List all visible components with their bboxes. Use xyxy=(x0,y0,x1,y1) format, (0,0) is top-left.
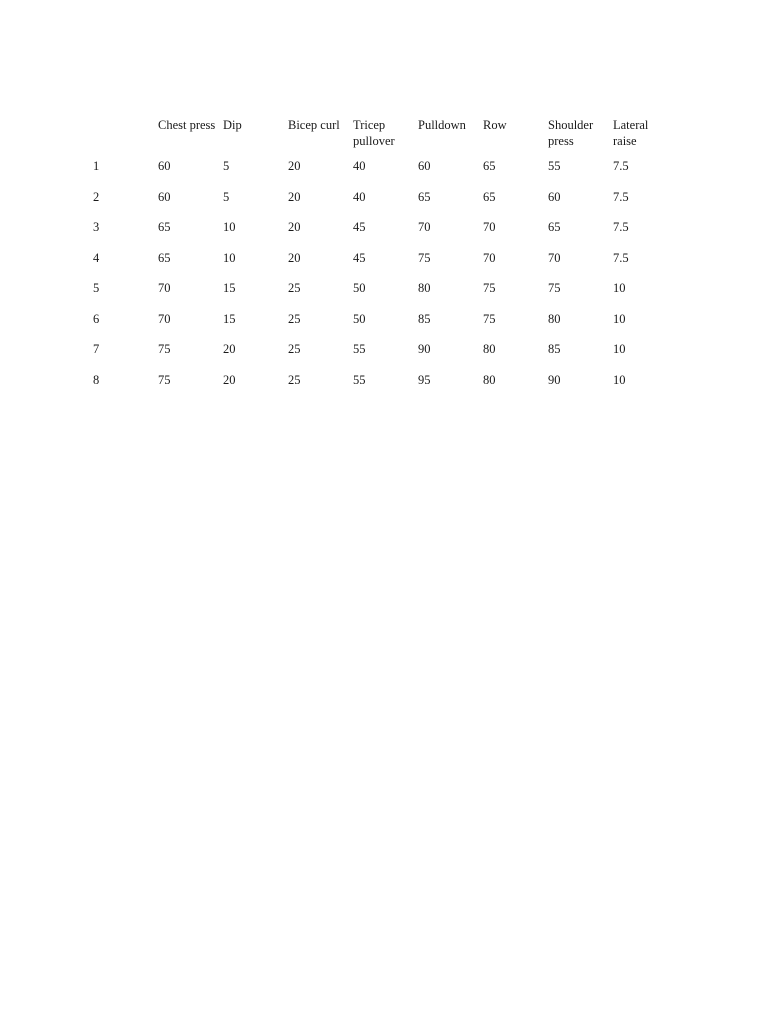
table-row xyxy=(93,220,678,251)
table-cell: 6 xyxy=(93,311,100,326)
table-cell: 7.5 xyxy=(613,159,629,173)
table-cell: 2 xyxy=(93,189,100,204)
table-cell: 55 xyxy=(353,342,366,356)
table-cell: 65 xyxy=(158,220,171,234)
table-cell: 10 xyxy=(613,281,626,295)
header-dip: Dip xyxy=(223,118,242,132)
table-cell: 15 xyxy=(223,311,236,326)
table-cell: 90 xyxy=(418,342,431,356)
table-cell: 10 xyxy=(223,250,236,265)
table-cell: 45 xyxy=(353,220,366,234)
table-cell: 10 xyxy=(613,311,626,326)
table-cell: 4 xyxy=(93,250,100,265)
table-cell: 20 xyxy=(288,189,301,204)
table-cell: 60 xyxy=(418,159,431,173)
table-cell: 75 xyxy=(483,281,496,295)
table-cell: 75 xyxy=(158,372,171,387)
header-shoulder-press: Shoulder press xyxy=(548,118,594,148)
table-cell: 60 xyxy=(158,159,171,173)
table-cell: 75 xyxy=(548,281,561,295)
table-cell: 7.5 xyxy=(613,189,629,204)
table-row xyxy=(93,342,678,373)
table-cell: 5 xyxy=(93,281,100,295)
table-cell: 5 xyxy=(223,189,230,204)
table-cell: 20 xyxy=(288,159,301,173)
table-cell: 40 xyxy=(353,159,366,173)
table-cell: 5 xyxy=(223,159,230,173)
table-cell: 75 xyxy=(418,250,431,265)
table-cell: 80 xyxy=(483,372,496,387)
table-cell: 60 xyxy=(158,189,171,204)
table-cell: 25 xyxy=(288,342,301,356)
table-row xyxy=(93,251,678,282)
table-cell: 20 xyxy=(288,220,301,234)
table-cell: 10 xyxy=(613,342,626,356)
table-cell: 25 xyxy=(288,372,301,387)
table-cell: 65 xyxy=(548,220,561,234)
table-cell: 55 xyxy=(353,372,366,387)
header-row: Row xyxy=(483,118,507,132)
table-header-row xyxy=(93,118,678,159)
table-row xyxy=(93,190,678,221)
table-cell: 7 xyxy=(93,342,100,356)
table-cell: 75 xyxy=(158,342,171,356)
table-cell: 70 xyxy=(158,281,171,295)
table-cell: 65 xyxy=(483,159,496,173)
table-cell: 20 xyxy=(223,372,236,387)
table-cell: 20 xyxy=(223,342,236,356)
table-cell: 40 xyxy=(353,189,366,204)
table-row xyxy=(93,159,678,190)
table-cell: 10 xyxy=(223,220,236,234)
table-cell: 90 xyxy=(548,372,561,387)
table-cell: 7.5 xyxy=(613,220,629,234)
table-cell: 95 xyxy=(418,372,431,387)
table-cell: 80 xyxy=(548,311,561,326)
table-cell: 80 xyxy=(418,281,431,295)
table-cell: 8 xyxy=(93,372,100,387)
table-cell: 80 xyxy=(483,342,496,356)
table-cell: 15 xyxy=(223,281,236,295)
header-bicep-curl: Bicep curl xyxy=(288,118,340,132)
table-cell: 70 xyxy=(158,311,171,326)
table-cell: 60 xyxy=(548,189,561,204)
header-pulldown: Pulldown xyxy=(418,118,466,132)
header-row-number xyxy=(93,118,158,159)
table-cell: 65 xyxy=(158,250,171,265)
table-row xyxy=(93,281,678,312)
table-cell: 1 xyxy=(93,159,100,173)
table-cell: 50 xyxy=(353,311,366,326)
table-cell: 50 xyxy=(353,281,366,295)
table-cell: 55 xyxy=(548,159,561,173)
table-cell: 70 xyxy=(483,250,496,265)
header-tricep-pullover: Tricep pullover xyxy=(353,118,395,148)
table-cell: 45 xyxy=(353,250,366,265)
table-cell: 3 xyxy=(93,220,100,234)
workout-table xyxy=(93,118,678,403)
table-row xyxy=(93,373,678,404)
table-cell: 70 xyxy=(548,250,561,265)
table-cell: 10 xyxy=(613,372,626,387)
table-cell: 65 xyxy=(483,189,496,204)
table-cell: 7.5 xyxy=(613,250,629,265)
table-cell: 85 xyxy=(418,311,431,326)
table-row xyxy=(93,312,678,343)
table-cell: 70 xyxy=(483,220,496,234)
header-chest-press: Chest press xyxy=(158,118,216,132)
table-cell: 25 xyxy=(288,281,301,295)
table-cell: 20 xyxy=(288,250,301,265)
table-cell: 65 xyxy=(418,189,431,204)
table-cell: 25 xyxy=(288,311,301,326)
table-cell: 70 xyxy=(418,220,431,234)
header-lateral-raise: Lateral raise xyxy=(613,118,649,148)
table-cell: 75 xyxy=(483,311,496,326)
table-cell: 85 xyxy=(548,342,561,356)
